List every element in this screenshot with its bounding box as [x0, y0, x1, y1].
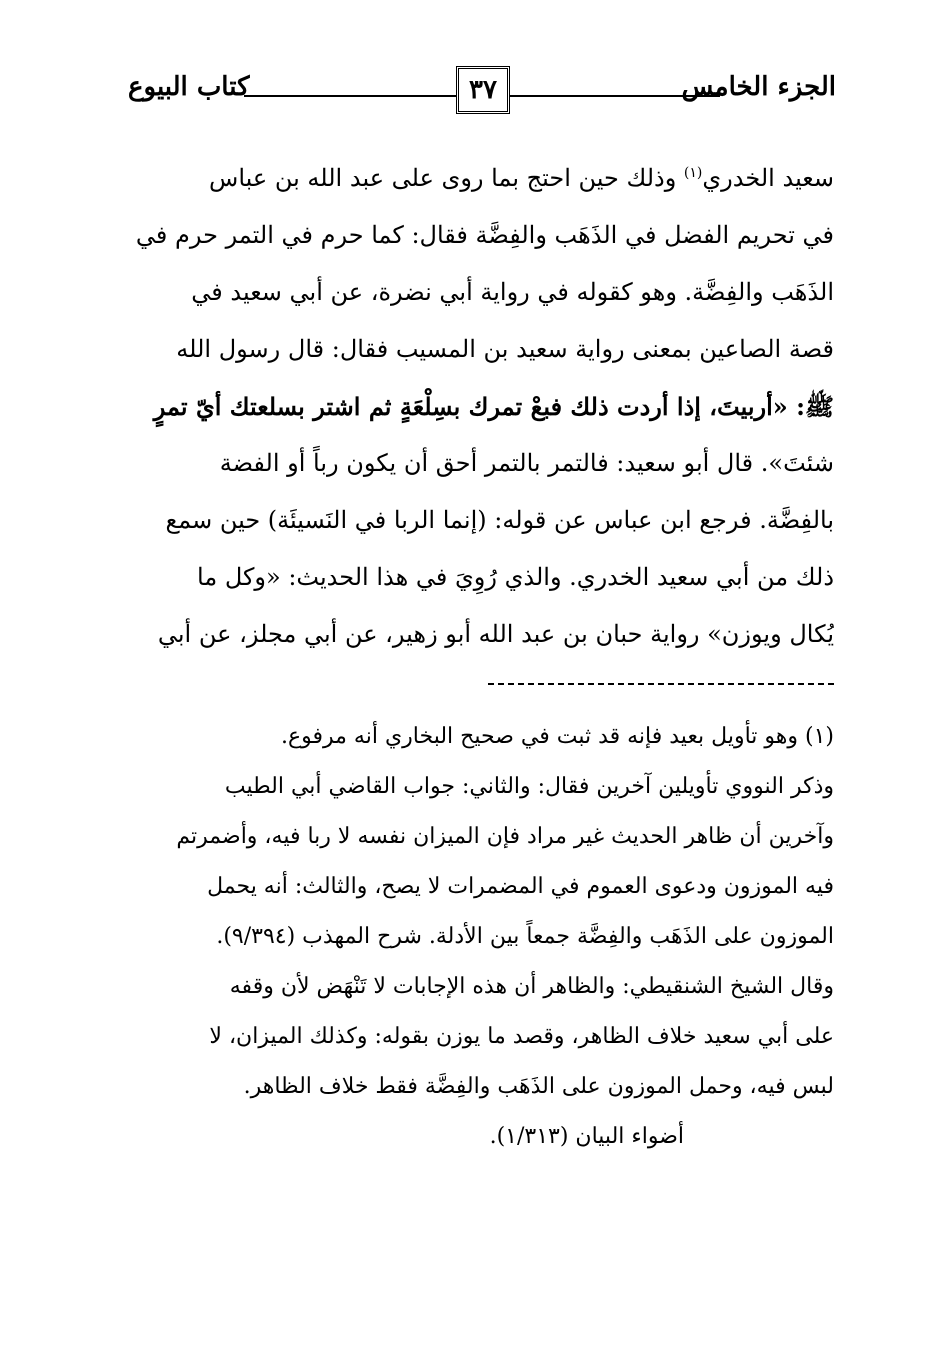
- body-line: [128, 150, 834, 207]
- footnote-marker: (١): [683, 165, 703, 181]
- header-rule-left: [244, 95, 456, 97]
- body-line: بالفِضَّة. فرجع ابن عباس عن قوله: (إنما الربا في النَسيئَة) حين سمع: [165, 506, 834, 534]
- running-header-chapter: كتاب البيوع: [128, 72, 250, 102]
- body-line-hadith: ﷺ: «أربيتَ، إذا أردت ذلك فبعْ تمرك بسِلْعَةٍ ثم اشتر بسلعتك أيّ تمرٍ: [153, 392, 834, 421]
- running-header-part: الجزء الخامس: [681, 72, 836, 102]
- footnote-source: أضواء البيان (١/٣١٣).: [489, 1124, 684, 1149]
- body-line: في تحريم الفضل في الذَهَب والفِضَّة فقال: كما حرم في التمر حرم في: [135, 221, 834, 249]
- footnote-line: (١) وهو تأويل بعيد فإنه قد ثبت في صحيح البخاري أنه مرفوع.: [281, 724, 834, 749]
- body-line: شئتَ». قال أبو سعيد: فالتمر بالتمر أحق أن يكون رباً أو الفضة: [219, 449, 834, 477]
- body-line: قصة الصاعين بمعنى رواية سعيد بن المسيب فقال: قال رسول الله: [176, 335, 834, 363]
- footnote-line: الموزون على الذَهَب والفِضَّة جمعاً بين الأدلة. شرح المهذب (٩/٣٩٤).: [216, 924, 834, 949]
- header-rule-right: [510, 95, 720, 97]
- footnote-line: فيه الموزون ودعوى العموم في المضمرات لا يصح، والثالث: أنه يحمل: [207, 874, 834, 899]
- footnote-line: لبس فيه، وحمل الموزون على الذَهَب والفِضَّة فقط خلاف الظاهر.: [243, 1074, 834, 1099]
- body-line: ذلك من أبي سعيد الخدري. والذي رُوِيَ في هذا الحديث: «وكل ما: [197, 563, 834, 591]
- page-number: ٣٧: [456, 66, 510, 114]
- footnote-line: على أبي سعيد خلاف الظاهر، وقصد ما يوزن بقوله: وكذلك الميزان، لا: [209, 1024, 834, 1049]
- footnote-line: وقال الشيخ الشنقيطي: والظاهر أن هذه الإجابات لا تَنْهَض لأن وقفه: [229, 974, 834, 999]
- footnote-line: وذكر النووي تأويلين آخرين فقال: والثاني: جواب القاضي أبي الطيب: [224, 774, 834, 799]
- body-line: الذَهَب والفِضَّة. وهو كقوله في رواية أبي نضرة، عن أبي سعيد في: [191, 278, 834, 306]
- main-text: [128, 150, 834, 663]
- footnote-separator: [488, 683, 834, 685]
- footnotes: [128, 712, 834, 1162]
- body-line-start: سعيد الخدري: [702, 164, 834, 192]
- body-line: يُكال ويوزن» رواية حبان بن عبد الله أبو زهير، عن أبي مجلز، عن أبي: [157, 620, 834, 648]
- footnote-line: وآخرين أن ظاهر الحديث غير مراد فإن الميزان نفسه لا ربا فيه، وأضمرتم: [176, 824, 834, 849]
- body-line-rest: وذلك حين احتج بما روى على عبد الله بن عباس: [209, 164, 684, 192]
